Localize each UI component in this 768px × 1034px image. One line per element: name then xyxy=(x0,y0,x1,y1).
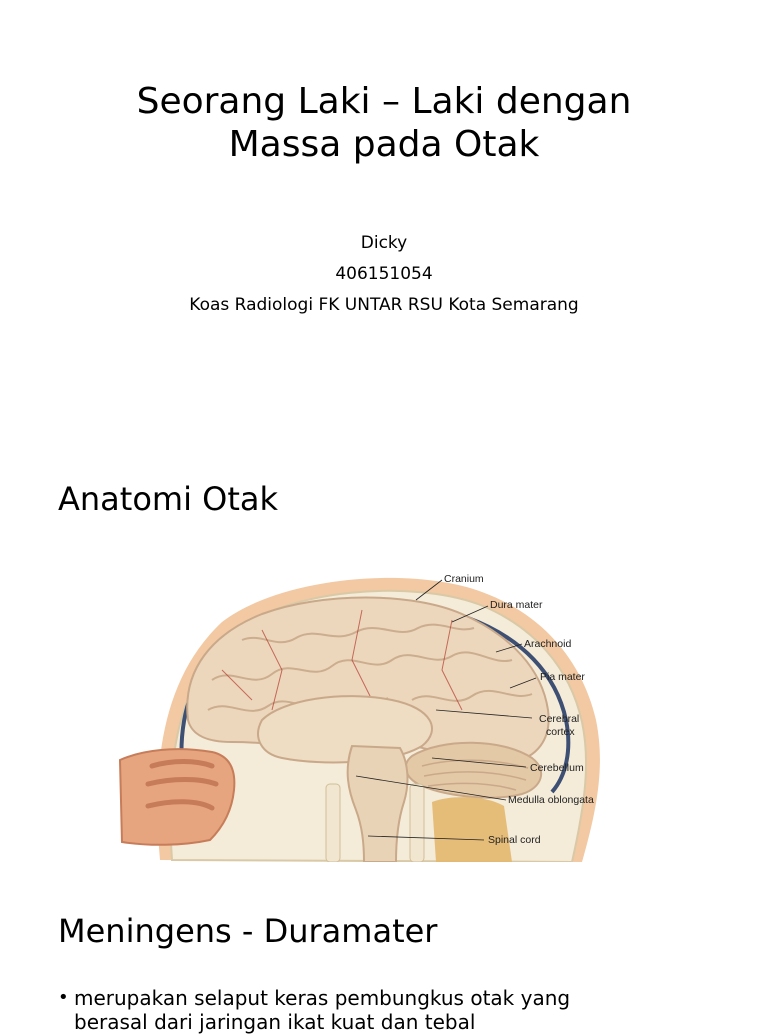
label-cerebral-cortex-line1: Cerebral xyxy=(539,713,580,725)
bullet-line-1: merupakan selaput keras pembungkus otak yang xyxy=(74,986,571,1010)
title-line-2: Massa pada Otak xyxy=(228,124,540,165)
label-spinal-cord: Spinal cord xyxy=(488,834,541,846)
brain-anatomy-diagram xyxy=(112,570,624,862)
label-cerebellum: Cerebellum xyxy=(530,762,584,774)
label-pia-mater: Pia mater xyxy=(540,671,585,683)
label-arachnoid: Arachnoid xyxy=(524,638,572,650)
affiliation: Koas Radiologi FK UNTAR RSU Kota Semarang xyxy=(189,295,579,315)
section-heading-meningens: Meningens - Duramater xyxy=(58,912,438,950)
student-id: 406151054 xyxy=(335,264,433,284)
label-dura-mater: Dura mater xyxy=(490,599,543,611)
section-heading-anatomi: Anatomi Otak xyxy=(58,480,279,518)
label-cranium: Cranium xyxy=(444,573,484,585)
author-name: Dicky xyxy=(360,233,408,253)
label-medulla-oblongata: Medulla oblongata xyxy=(508,794,594,806)
bullet-line-2: berasal dari jaringan ikat kuat dan tebal xyxy=(74,1010,476,1034)
bullet-symbol: • xyxy=(58,987,69,1008)
slide-title xyxy=(0,80,768,166)
title-line-1: Seorang Laki – Laki dengan xyxy=(136,81,632,122)
label-cerebral-cortex-line2: cortex xyxy=(546,726,575,738)
